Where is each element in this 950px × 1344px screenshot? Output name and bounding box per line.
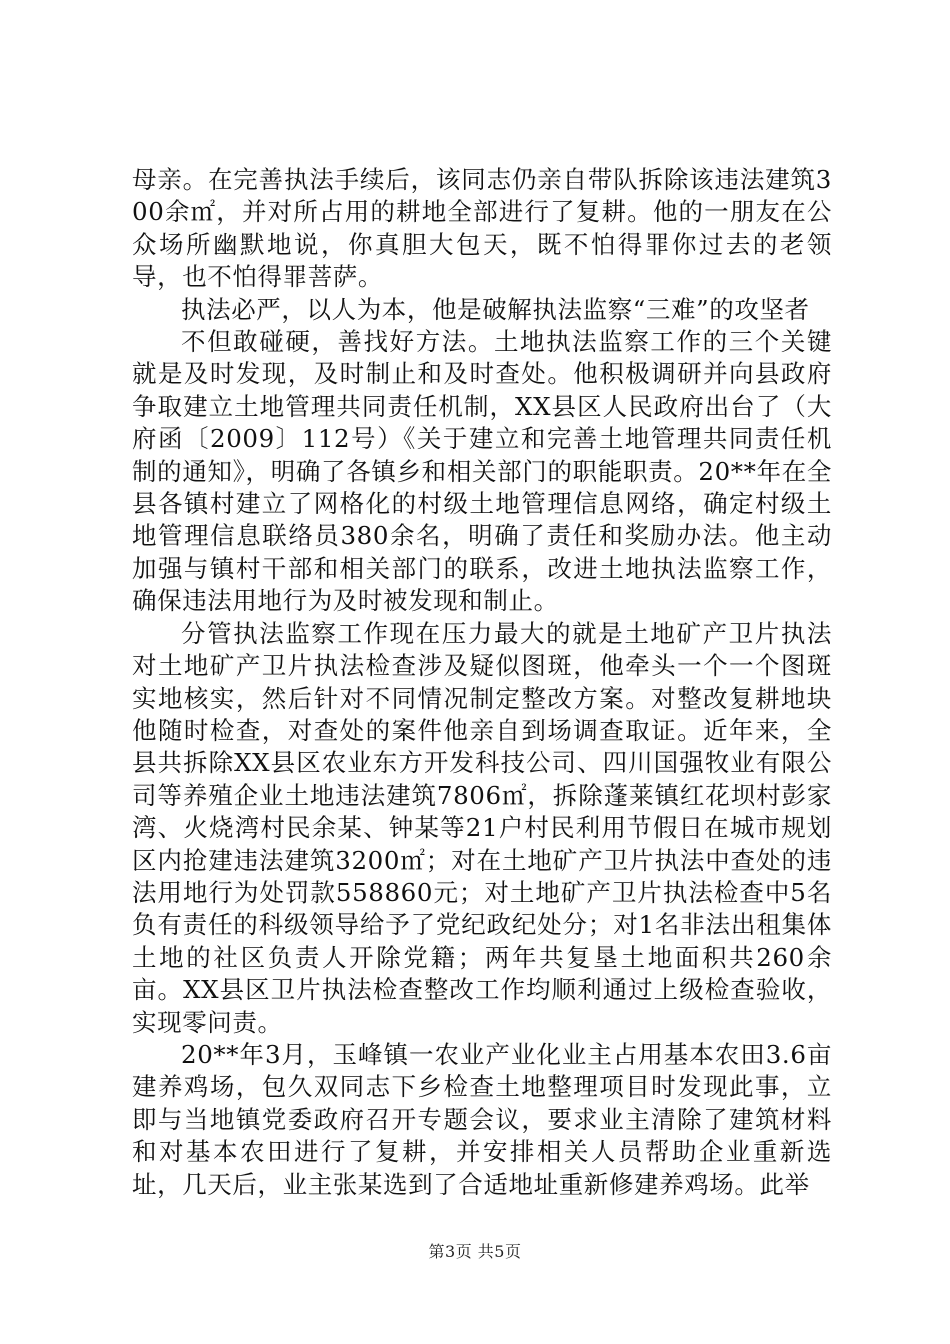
document-body [132, 164, 832, 1201]
paragraph: 不但敢碰硬，善找好方法。土地执法监察工作的三个关键就是及时发现，及时制止和及时查处。他积极调研并向县政府争取建立土地管理共同责任机制，XX县区人民政府出台了（大府函〔2009〕112号）《关于建立和完善土地管理共同责任机制的通知》，明确了各镇乡和相关部门的职能职责。20**年在全县各镇村建立了网格化的村级土地管理信息网络，确定村级土地管理信息联络员380余名，明确了责任和奖励办法。他主动加强与镇村干部和相关部门的联系，改进土地执法监察工作，确保违法用地行为及时被发现和制止。 [132, 327, 832, 616]
paragraph-heading: 执法必严，以人为本，他是破解执法监察“三难”的攻坚者 [181, 294, 810, 324]
paragraph: 20**年3月，玉峰镇一农业产业化业主占用基本农田3.6亩建养鸡场，包久双同志下乡检查土地整理项目时发现此事，立即与当地镇党委政府召开专题会议，要求业主清除了建筑材料和对基本农田进行了复耕，并安排相关人员帮助企业重新选址，几天后，业主张某选到了合适地址重新修建养鸡场。此举 [132, 1039, 832, 1199]
page-footer: 第3页 共5页 [428, 1242, 522, 1261]
paragraph: 分管执法监察工作现在压力最大的就是土地矿产卫片执法对土地矿产卫片执法检查涉及疑似图斑，他牵头一个一个图斑实地核实，然后针对不同情况制定整改方案。对整改复耕地块他随时检查，对查处的案件他亲自到场调查取证。近年来，全县共拆除XX县区农业东方开发科技公司、四川国强牧业有限公司等养殖企业土地违法建筑7806㎡，拆除蓬莱镇红花坝村彭家湾、火烧湾村民余某、钟某等21户村民利用节假日在城市规划区内抢建违法建筑3200㎡；对在土地矿产卫片执法中查处的违法用地行为处罚款558860元；对土地矿产卫片执法检查中5名负有责任的科级领导给予了党纪政纪处分；对1名非法出租集体土地的社区负责人开除党籍；两年共复垦土地面积共260余亩。XX县区卫片执法检查整改工作均顺利通过上级检查验收，实现零问责。 [132, 618, 832, 1037]
paragraph: 母亲。在完善执法手续后，该同志仍亲自带队拆除该违法建筑300余㎡，并对所占用的耕地全部进行了复耕。他的一朋友在公众场所幽默地说，你真胆大包天，既不怕得罪你过去的老领导，也不怕得罪菩萨。 [132, 165, 832, 292]
